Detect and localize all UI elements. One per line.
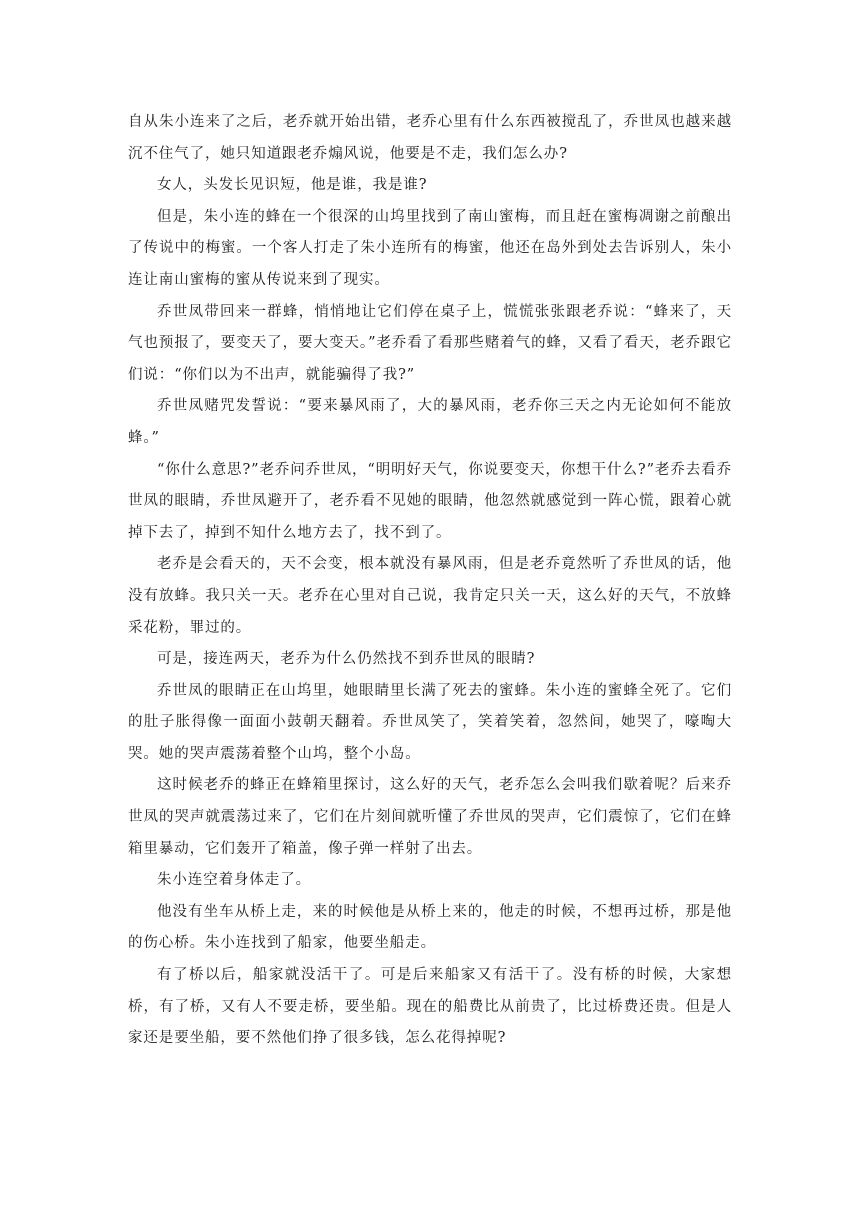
- paragraph: 老乔是会看天的，天不会变，根本就没有暴风雨，但是老乔竟然听了乔世凤的话，他没有放蜂。我只关一天。老乔在心里对自己说，我肯定只关一天，这么好的天气，不放蜂采花粉，罪过的。: [128, 556, 732, 636]
- document-body: [128, 107, 732, 1055]
- paragraph: 女人，头发长见识短，他是谁，我是谁?: [157, 177, 428, 194]
- paragraph: 乔世凤赌咒发誓说：“要来暴风雨了，大的暴风雨，老乔你三天之内无论如何不能放蜂。”: [128, 398, 732, 446]
- paragraph: 自从朱小连来了之后，老乔就开始出错，老乔心里有什么东西被搅乱了，乔世凤也越来越沉不住气了，她只知道跟老乔煽风说，他要是不走，我们怎么办?: [128, 114, 732, 162]
- paragraph: 这时候老乔的蜂正在蜂箱里探讨，这么好的天气，老乔怎么会叫我们歇着呢？后来乔世凤的哭声就震荡过来了，它们在片刻间就听懂了乔世凤的哭声，它们震惊了，它们在蜂箱里暴动，它们轰开了箱盖，像子弹一样射了出去。: [128, 777, 732, 857]
- paragraph: 乔世凤带回来一群蜂，悄悄地让它们停在桌子上，慌慌张张跟老乔说：“蜂来了，天气也预报了，要变天了，要大变天。”老乔看了看那些赌着气的蜂，又看了看天，老乔跟它们说：“你们以为不出声，就能骗得了我?”: [128, 303, 732, 383]
- paragraph: 有了桥以后，船家就没活干了。可是后来船家又有活干了。没有桥的时候，大家想桥，有了桥，又有人不要走桥，要坐船。现在的船费比从前贵了，比过桥费还贵。但是人家还是要坐船，要不然他们挣了很多钱，怎么花得掉呢?: [128, 967, 732, 1047]
- paragraph: 他没有坐车从桥上走，来的时候他是从桥上来的，他走的时候，不想再过桥，那是他的伤心桥。朱小连找到了船家，他要坐船走。: [128, 903, 732, 952]
- paragraph: 但是，朱小连的蜂在一个很深的山坞里找到了南山蜜梅，而且赶在蜜梅凋谢之前酿出了传说中的梅蜜。一个客人打走了朱小连所有的梅蜜，他还在岛外到处去告诉别人，朱小连让南山蜜梅的蜜从传说来到了现实。: [128, 208, 732, 288]
- paragraph: 朱小连空着身体走了。: [157, 872, 311, 889]
- paragraph: “你什么意思?”老乔问乔世凤，“明明好天气，你说要变天，你想干什么?”老乔去看乔世凤的眼睛，乔世凤避开了，老乔看不见她的眼睛，他忽然就感觉到一阵心慌，跟着心就掉下去了，掉到不知什么地方去了，找不到了。: [128, 461, 732, 541]
- paragraph: 可是，接连两天，老乔为什么仍然找不到乔世凤的眼睛?: [157, 651, 536, 668]
- paragraph: 乔世凤的眼睛正在山坞里，她眼睛里长满了死去的蜜蜂。朱小连的蜜蜂全死了。它们的肚子胀得像一面面小鼓朝天翻着。乔世凤笑了，笑着笑着，忽然间，她哭了，嚎啕大哭。她的哭声震荡着整个山坞，整个小岛。: [128, 682, 732, 762]
